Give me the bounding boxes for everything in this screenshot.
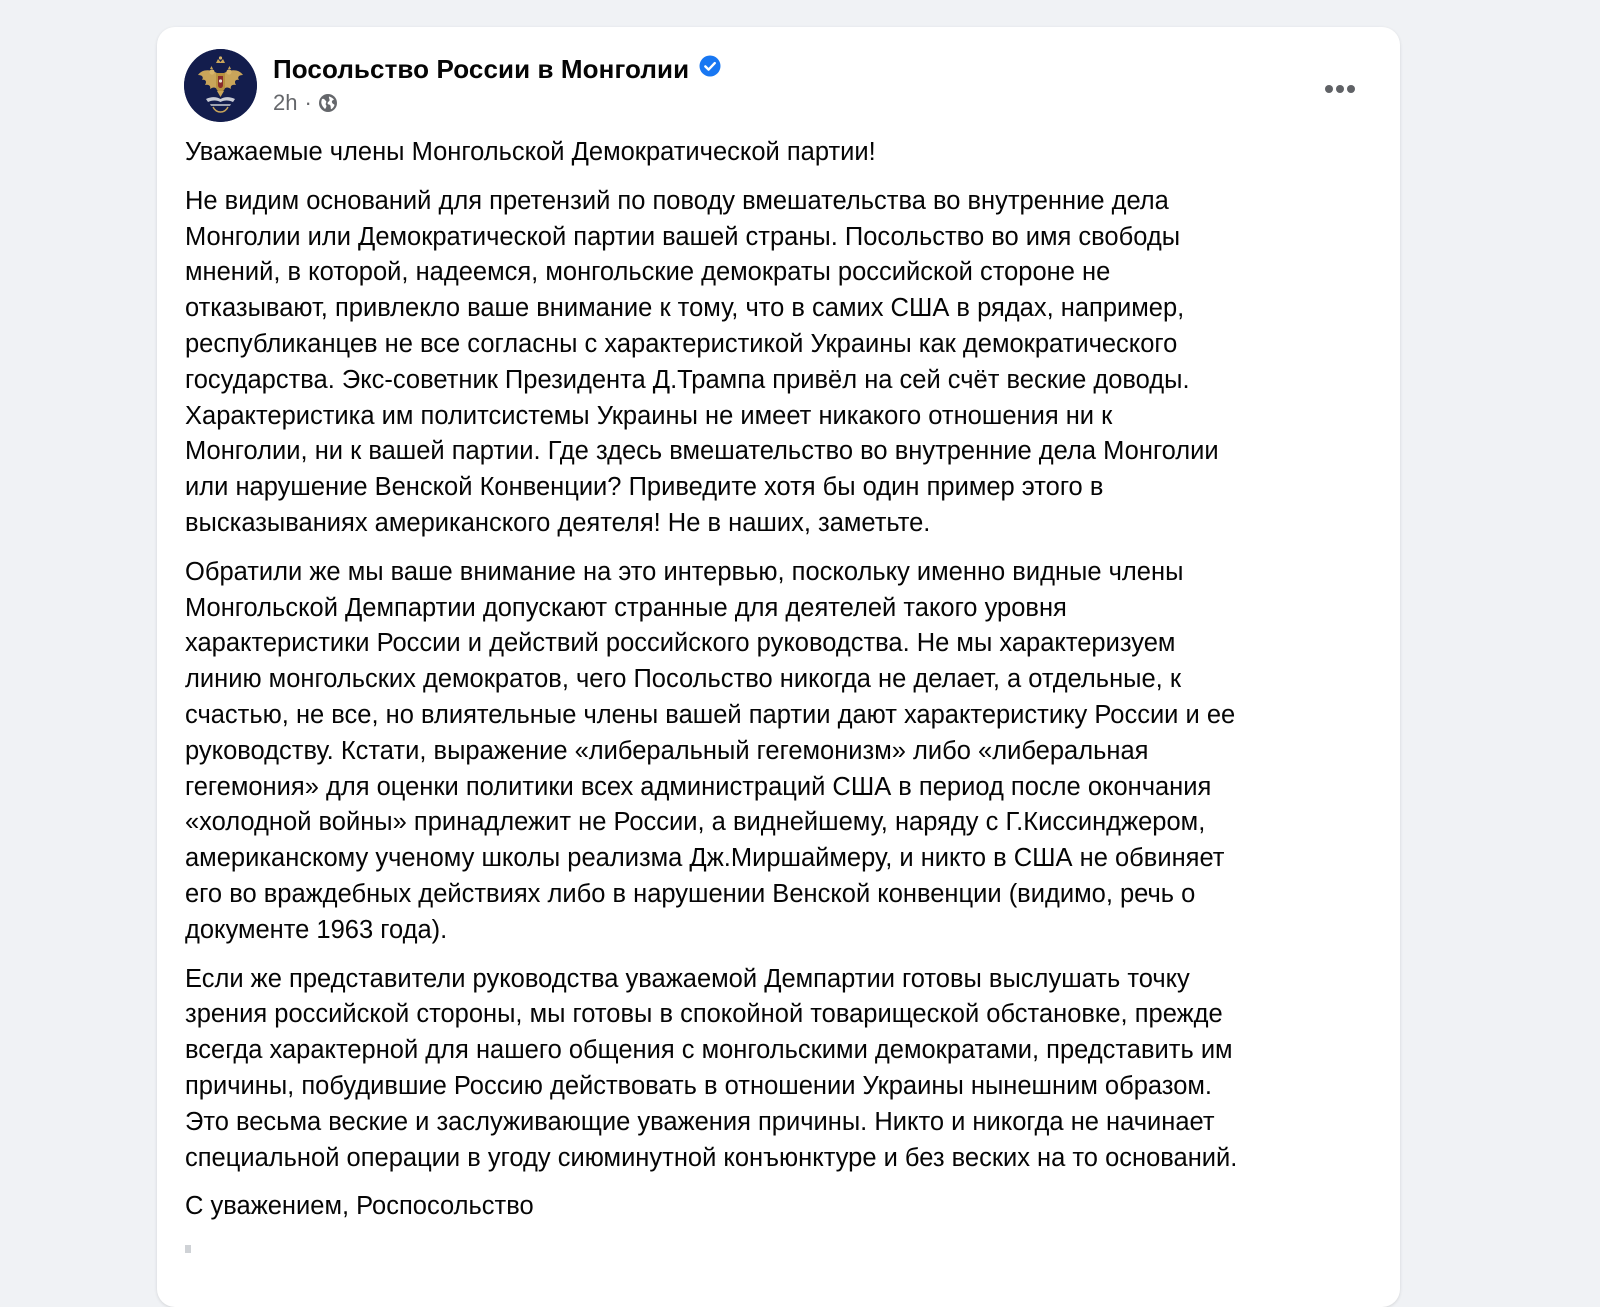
- text-line: американскому ученому школы реализма Дж.Миршаймеру, и никто в США не обвиняет: [185, 844, 1225, 873]
- russian-coat-of-arms-icon: [184, 49, 257, 122]
- text-line: Если же представители руководства уважаемой Демпартии готовы выслушать точку: [185, 964, 1190, 993]
- author-block: [273, 51, 721, 118]
- post-paragraph-1: [185, 184, 1370, 542]
- text-line: специальной операции в угоду сиюминутной конъюнктуре и без веских на то оснований.: [185, 1143, 1238, 1172]
- post-timestamp[interactable]: 2h: [273, 90, 298, 115]
- post-card: [157, 27, 1400, 1307]
- post-paragraph-signature: [185, 1189, 1370, 1225]
- post-meta: [273, 88, 721, 118]
- text-line: Это весьма веские и заслуживающие уважения причины. Никто и никогда не начинает: [185, 1107, 1215, 1136]
- text-line: или нарушение Венской Конвенции? Приведите хотя бы один пример этого в: [185, 473, 1104, 502]
- text-line: руководству. Кстати, выражение «либеральный гегемонизм» либо «либеральная: [185, 736, 1149, 765]
- text-line: С уважением, Роспосольство: [185, 1192, 534, 1221]
- text-line: характеристики России и действий российского руководства. Не мы характеризуем: [185, 629, 1176, 658]
- more-options-icon-dot: [1347, 85, 1355, 93]
- truncated-content-edge: [185, 1245, 191, 1253]
- meta-separator: ·: [304, 90, 312, 115]
- text-line: счастью, не все, но влиятельные члены вашей партии дают характеристику России и ее: [185, 700, 1236, 729]
- text-line: Не видим оснований для претензий по поводу вмешательства во внутренние дела: [185, 186, 1169, 215]
- text-line: его во враждебных действиях либо в нарушении Венской конвенции (видимо, речь о: [185, 879, 1196, 908]
- post-body: [185, 135, 1370, 1238]
- globe-icon[interactable]: [318, 93, 338, 113]
- text-line: Монголии или Демократической партии вашей страны. Посольство во имя свободы: [185, 222, 1181, 251]
- post-paragraph-greeting: [185, 135, 1370, 171]
- text-line: мнений, в которой, надеемся, монгольские демократы российской стороне не: [185, 258, 1111, 287]
- text-line: линию монгольских демократов, чего Посольство никогда не делает, а отдельные, к: [185, 665, 1182, 694]
- text-line: Уважаемые члены Монгольской Демократической партии!: [185, 138, 876, 166]
- text-line: причины, побудившие Россию действовать в отношении Украины нынешним образом.: [185, 1071, 1212, 1100]
- verified-badge-icon: [699, 55, 721, 77]
- text-line: республиканцев не все согласны с характеристикой Украины как демократического: [185, 329, 1178, 358]
- text-line: Монгольской Демпартии допускают странные для деятелей такого уровня: [185, 593, 1067, 622]
- author-name[interactable]: Посольство России в Монголии: [273, 53, 690, 84]
- post-paragraph-3: [185, 962, 1370, 1177]
- text-line: Характеристика им политсистемы Украины не имеет никакого отношения ни к: [185, 401, 1113, 430]
- text-line: документе 1963 года).: [185, 915, 448, 944]
- more-options-icon-dot: [1336, 85, 1344, 93]
- text-line: высказываниях американского деятеля! Не в наших, заметьте.: [185, 508, 931, 537]
- text-line: Монголии, ни к вашей партии. Где здесь вмешательство во внутренние дела Монголии: [185, 437, 1219, 466]
- post-paragraph-2: [185, 555, 1370, 949]
- text-line: всегда характерной для нашего общения с монгольскими демократами, представить им: [185, 1036, 1233, 1065]
- post-header: [184, 49, 1360, 123]
- more-options-button[interactable]: [1320, 75, 1360, 103]
- text-line: отказывают, привлекло ваше внимание к тому, что в самих США в рядах, например,: [185, 294, 1185, 323]
- author-avatar[interactable]: [184, 49, 257, 122]
- text-line: «холодной войны» принадлежит не России, а виднейшему, наряду с Г.Киссинджером,: [185, 808, 1206, 837]
- text-line: Обратили же мы ваше внимание на это интервью, поскольку именно видные члены: [185, 557, 1184, 586]
- text-line: зрения российской стороны, мы готовы в спокойной товарищеской обстановке, прежде: [185, 1000, 1223, 1029]
- more-options-icon-dot: [1325, 85, 1333, 93]
- text-line: государства. Экс-советник Президента Д.Трампа привёл на сей счёт веские доводы.: [185, 365, 1190, 394]
- text-line: гегемония» для оценки политики всех администраций США в период после окончания: [185, 772, 1212, 801]
